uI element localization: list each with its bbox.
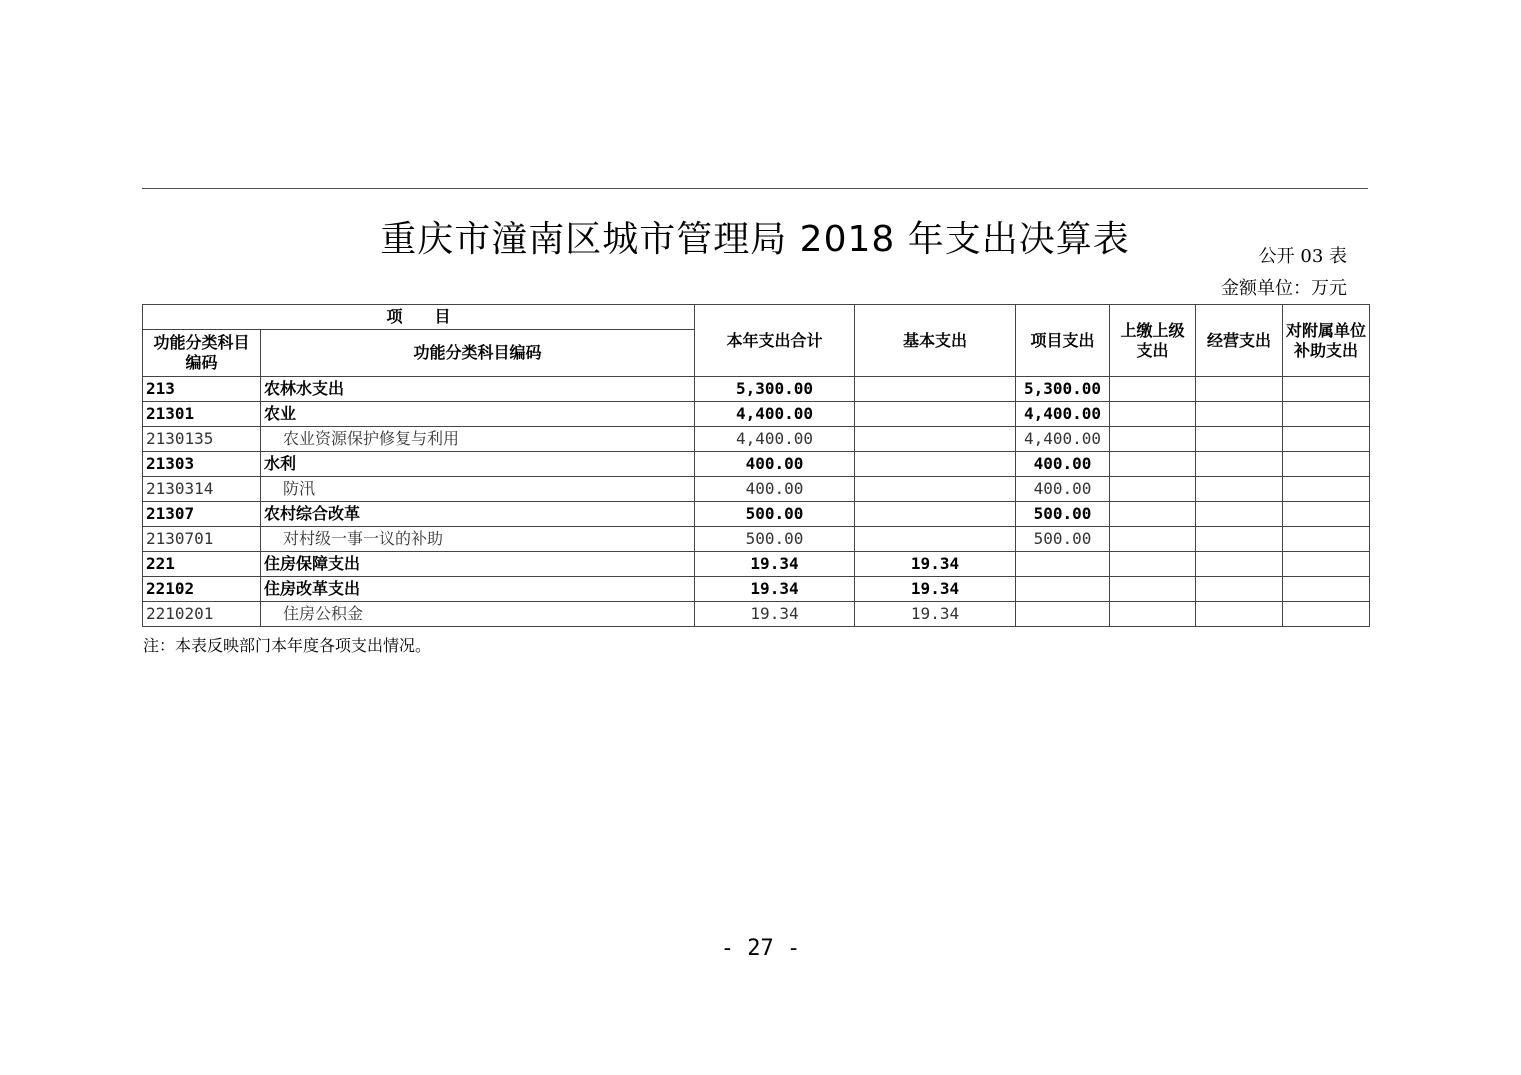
header-code: 功能分类科目编码 (143, 330, 261, 377)
cell-code: 2130314 (143, 477, 261, 502)
table-number: 公开 03 表 (1258, 246, 1347, 267)
cell-upper (1110, 527, 1196, 552)
cell-subsidy (1283, 402, 1370, 427)
cell-subsidy (1283, 452, 1370, 477)
table-row (143, 477, 1370, 502)
cell-upper (1110, 402, 1196, 427)
cell-basic (855, 402, 1016, 427)
header-name: 功能分类科目编码 (261, 330, 695, 377)
table-row (143, 452, 1370, 477)
cell-name: 住房公积金 (261, 602, 695, 627)
cell-total: 4,400.00 (695, 427, 855, 452)
cell-basic (855, 477, 1016, 502)
cell-total: 400.00 (695, 452, 855, 477)
cell-name: 农村综合改革 (261, 502, 695, 527)
cell-business (1196, 377, 1283, 402)
cell-basic (855, 452, 1016, 477)
cell-upper (1110, 552, 1196, 577)
cell-total: 19.34 (695, 577, 855, 602)
cell-upper (1110, 427, 1196, 452)
cell-business (1196, 502, 1283, 527)
header-basic: 基本支出 (855, 305, 1016, 377)
cell-upper (1110, 452, 1196, 477)
cell-subsidy (1283, 552, 1370, 577)
cell-business (1196, 402, 1283, 427)
cell-name: 对村级一事一议的补助 (261, 527, 695, 552)
header-project: 项目支出 (1016, 305, 1110, 377)
table-row (143, 552, 1370, 577)
cell-total: 19.34 (695, 552, 855, 577)
cell-name: 农业资源保护修复与利用 (261, 427, 695, 452)
cell-business (1196, 427, 1283, 452)
cell-upper (1110, 502, 1196, 527)
header-total: 本年支出合计 (695, 305, 855, 377)
cell-upper (1110, 602, 1196, 627)
cell-code: 21307 (143, 502, 261, 527)
cell-subsidy (1283, 377, 1370, 402)
cell-business (1196, 552, 1283, 577)
page-number: - 27 - (720, 936, 801, 961)
cell-business (1196, 527, 1283, 552)
cell-business (1196, 477, 1283, 502)
cell-basic (855, 502, 1016, 527)
cell-project: 400.00 (1016, 452, 1110, 477)
cell-code: 2130135 (143, 427, 261, 452)
cell-subsidy (1283, 577, 1370, 602)
header-subsidy: 对附属单位补助支出 (1283, 305, 1370, 377)
cell-basic (855, 427, 1016, 452)
cell-name: 农林水支出 (261, 377, 695, 402)
cell-code: 21301 (143, 402, 261, 427)
cell-total: 400.00 (695, 477, 855, 502)
cell-total: 19.34 (695, 602, 855, 627)
header-upper: 上缴上级支出 (1110, 305, 1196, 377)
cell-subsidy (1283, 502, 1370, 527)
cell-code: 221 (143, 552, 261, 577)
cell-basic (855, 377, 1016, 402)
cell-subsidy (1283, 427, 1370, 452)
cell-name: 住房保障支出 (261, 552, 695, 577)
cell-basic: 19.34 (855, 577, 1016, 602)
page-title: 重庆市潼南区城市管理局 2018 年支出决算表 (380, 219, 1130, 261)
header-rule (142, 188, 1368, 189)
cell-subsidy (1283, 527, 1370, 552)
table-row (143, 502, 1370, 527)
cell-project: 400.00 (1016, 477, 1110, 502)
table-row (143, 377, 1370, 402)
cell-project (1016, 552, 1110, 577)
cell-name: 住房改革支出 (261, 577, 695, 602)
header-business: 经营支出 (1196, 305, 1283, 377)
cell-project (1016, 577, 1110, 602)
cell-project: 500.00 (1016, 527, 1110, 552)
cell-project: 5,300.00 (1016, 377, 1110, 402)
table-row (143, 602, 1370, 627)
cell-total: 500.00 (695, 502, 855, 527)
cell-project: 4,400.00 (1016, 402, 1110, 427)
cell-name: 农业 (261, 402, 695, 427)
table-row (143, 427, 1370, 452)
amount-unit: 金额单位：万元 (1221, 278, 1347, 299)
header-item-group: 项 目 (143, 305, 695, 330)
table-row (143, 577, 1370, 602)
cell-project: 4,400.00 (1016, 427, 1110, 452)
cell-code: 213 (143, 377, 261, 402)
expenditure-table (142, 304, 1370, 627)
cell-basic: 19.34 (855, 602, 1016, 627)
table-note: 注：本表反映部门本年度各项支出情况。 (143, 636, 432, 655)
cell-basic: 19.34 (855, 552, 1016, 577)
cell-code: 21303 (143, 452, 261, 477)
cell-project: 500.00 (1016, 502, 1110, 527)
cell-subsidy (1283, 602, 1370, 627)
cell-total: 500.00 (695, 527, 855, 552)
cell-name: 水利 (261, 452, 695, 477)
cell-basic (855, 527, 1016, 552)
cell-total: 4,400.00 (695, 402, 855, 427)
cell-name: 防汛 (261, 477, 695, 502)
cell-subsidy (1283, 477, 1370, 502)
cell-upper (1110, 577, 1196, 602)
table-row (143, 402, 1370, 427)
cell-upper (1110, 477, 1196, 502)
cell-code: 22102 (143, 577, 261, 602)
cell-total: 5,300.00 (695, 377, 855, 402)
cell-code: 2210201 (143, 602, 261, 627)
cell-code: 2130701 (143, 527, 261, 552)
cell-project (1016, 602, 1110, 627)
cell-business (1196, 577, 1283, 602)
table-row (143, 527, 1370, 552)
cell-business (1196, 452, 1283, 477)
cell-business (1196, 602, 1283, 627)
cell-upper (1110, 377, 1196, 402)
